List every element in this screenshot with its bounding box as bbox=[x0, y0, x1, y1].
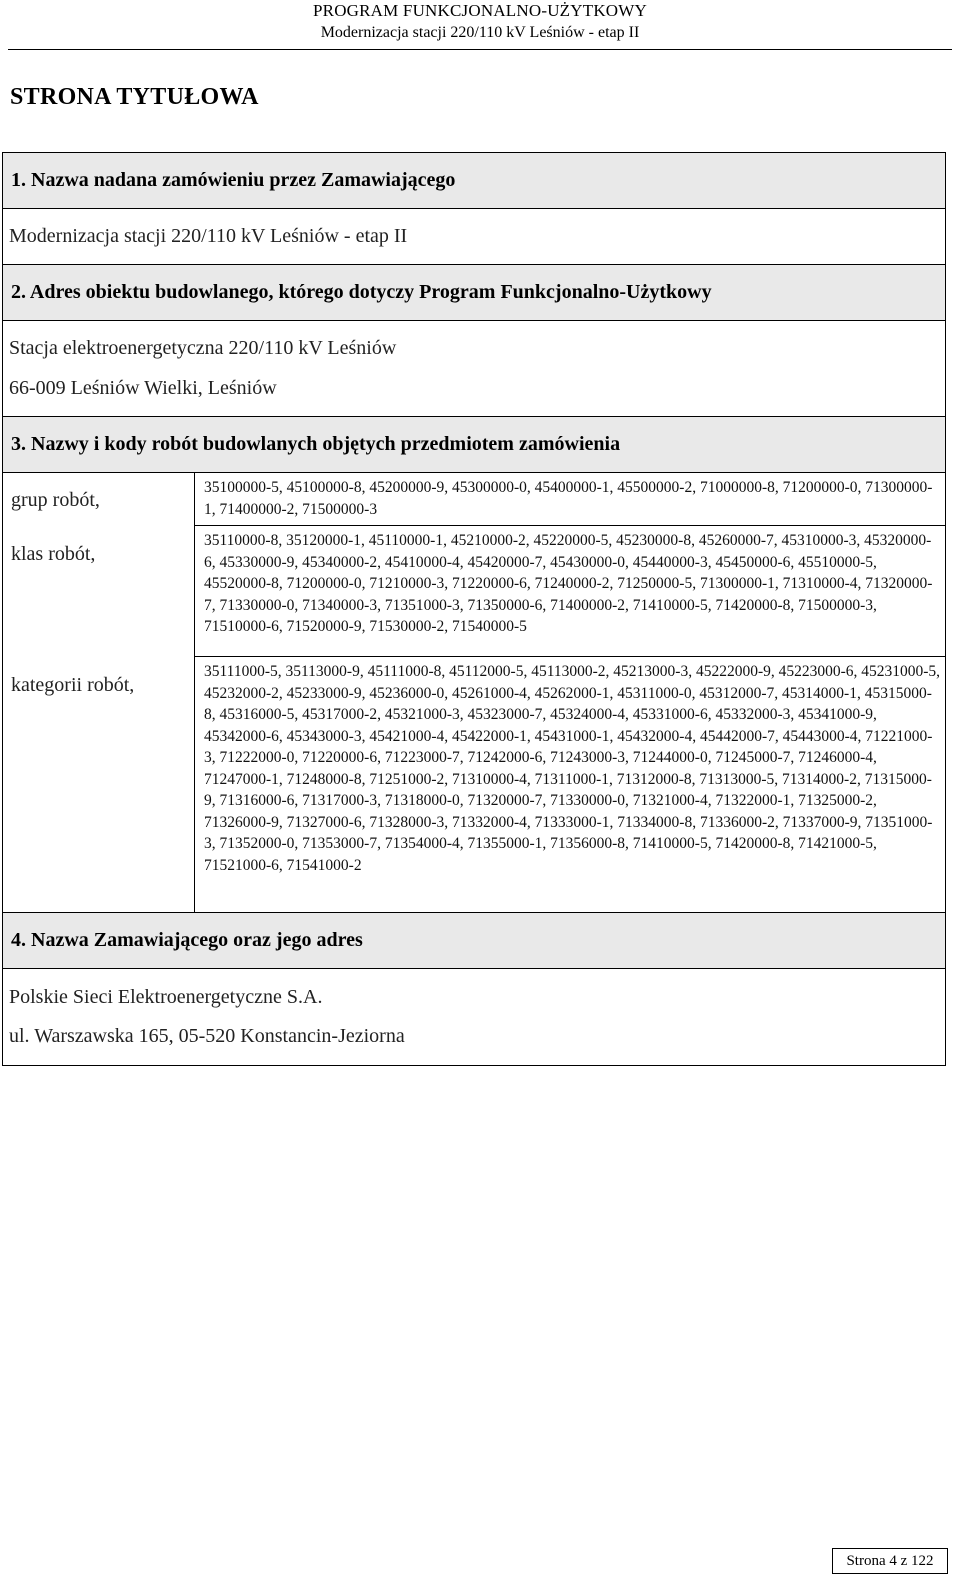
title-page-table bbox=[2, 152, 946, 1066]
object-address-line-2: 66-009 Leśniów Wielki, Leśniów bbox=[9, 377, 277, 399]
order-name: Modernizacja stacji 220/110 kV Leśniów - etap II bbox=[3, 209, 945, 265]
page-title: STRONA TYTUŁOWA bbox=[10, 84, 259, 110]
header-project-name: Modernizacja stacji 220/110 kV Leśniów - etap II bbox=[320, 24, 640, 41]
object-address bbox=[3, 321, 945, 417]
codes-grup: 35100000-5, 45100000-8, 45200000-9, 45300000-0, 45400000-1, 45500000-2, 71000000-8, 71200000-0, 71300000-1, 71400000-2, 71500000-3 bbox=[204, 479, 933, 518]
works-labels-column bbox=[3, 473, 195, 912]
orderer-street: ul. Warszawska 165, 05-520 Konstancin-Jeziorna bbox=[9, 1025, 405, 1047]
section-1-heading: 1. Nazwa nadana zamówieniu przez Zamawiającego bbox=[3, 153, 945, 209]
object-address-line-1: Stacja elektroenergetyczna 220/110 kV Leśniów bbox=[9, 337, 397, 359]
works-codes-table bbox=[3, 473, 945, 913]
section-4-heading: 4. Nazwa Zamawiającego oraz jego adres bbox=[3, 913, 945, 969]
label-klas: klas robót, bbox=[11, 543, 96, 565]
codes-klas: 35110000-8, 35120000-1, 45110000-1, 45210000-2, 45220000-5, 45230000-8, 45260000-7, 45310000-3, 45320000-6, 45330000-9, 45340000-2, 45410000-4, 45420000-7, 45430000-0, 45440000-3, 45450000-6, 45510000-5, 45520000-8, 71200000-0, 71210000-3, 71220000-6, 71240000-2, 71250000-5, 71300000-1, 71310000-4, 71320000-7, 71330000-0, 71340000-3, 71351000-3, 71350000-6, 71400000-2, 71410000-5, 71420000-8, 71500000-3, 71510000-6, 71520000-9, 71530000-2, 71540000-5 bbox=[195, 525, 945, 656]
section-2-heading: 2. Adres obiektu budowlanego, którego dotyczy Program Funkcjonalno-Użytkowy bbox=[3, 265, 945, 321]
label-grup: grup robót, bbox=[11, 489, 100, 511]
label-kategorii: kategorii robót, bbox=[11, 674, 135, 696]
document-header bbox=[300, 0, 660, 44]
section-3-heading: 3. Nazwy i kody robót budowlanych objętych przedmiotem zamówienia bbox=[3, 417, 945, 473]
codes-kategorii: 35111000-5, 35113000-9, 45111000-8, 45112000-5, 45113000-2, 45213000-3, 45222000-9, 45223000-6, 45231000-5, 45232000-2, 45233000-9, 45236000-0, 45261000-4, 45262000-1, 45311000-0, 45312000-7, 45314000-1, 45315000-8, 45316000-5, 45317000-2, 45321000-3, 45323000-7, 45324000-4, 45331000-6, 45332000-3, 45341000-9, 45342000-6, 45343000-3, 45421000-4, 45422000-1, 45431000-1, 45432000-4, 45442000-7, 45443000-4, 71221000-3, 71222000-0, 71220000-6, 71223000-7, 71242000-6, 71243000-3, 71244000-0, 71245000-7, 71246000-4, 71247000-1, 71248000-8, 71251000-2, 71310000-4, 71311000-1, 71312000-8, 71313000-5, 71314000-2, 71315000-9, 71316000-6, 71317000-3, 71318000-0, 71320000-7, 71330000-0, 71321000-4, 71322000-1, 71325000-2, 71326000-9, 71327000-6, 71328000-3, 71332000-4, 71333000-1, 71334000-8, 71336000-2, 71337000-9, 71351000-3, 71352000-0, 71353000-7, 71354000-4, 71355000-1, 71356000-8, 71410000-5, 71420000-8, 71421000-5, 71521000-6, 71541000-2 bbox=[195, 656, 945, 913]
works-codes-column bbox=[195, 473, 945, 912]
page-number: Strona 4 z 122 bbox=[832, 1548, 948, 1574]
orderer-address bbox=[3, 969, 945, 1065]
orderer-name: Polskie Sieci Elektroenergetyczne S.A. bbox=[9, 986, 323, 1008]
header-rule bbox=[8, 49, 952, 50]
header-program-title: PROGRAM FUNKCJONALNO-UŻYTKOWY bbox=[313, 1, 647, 20]
